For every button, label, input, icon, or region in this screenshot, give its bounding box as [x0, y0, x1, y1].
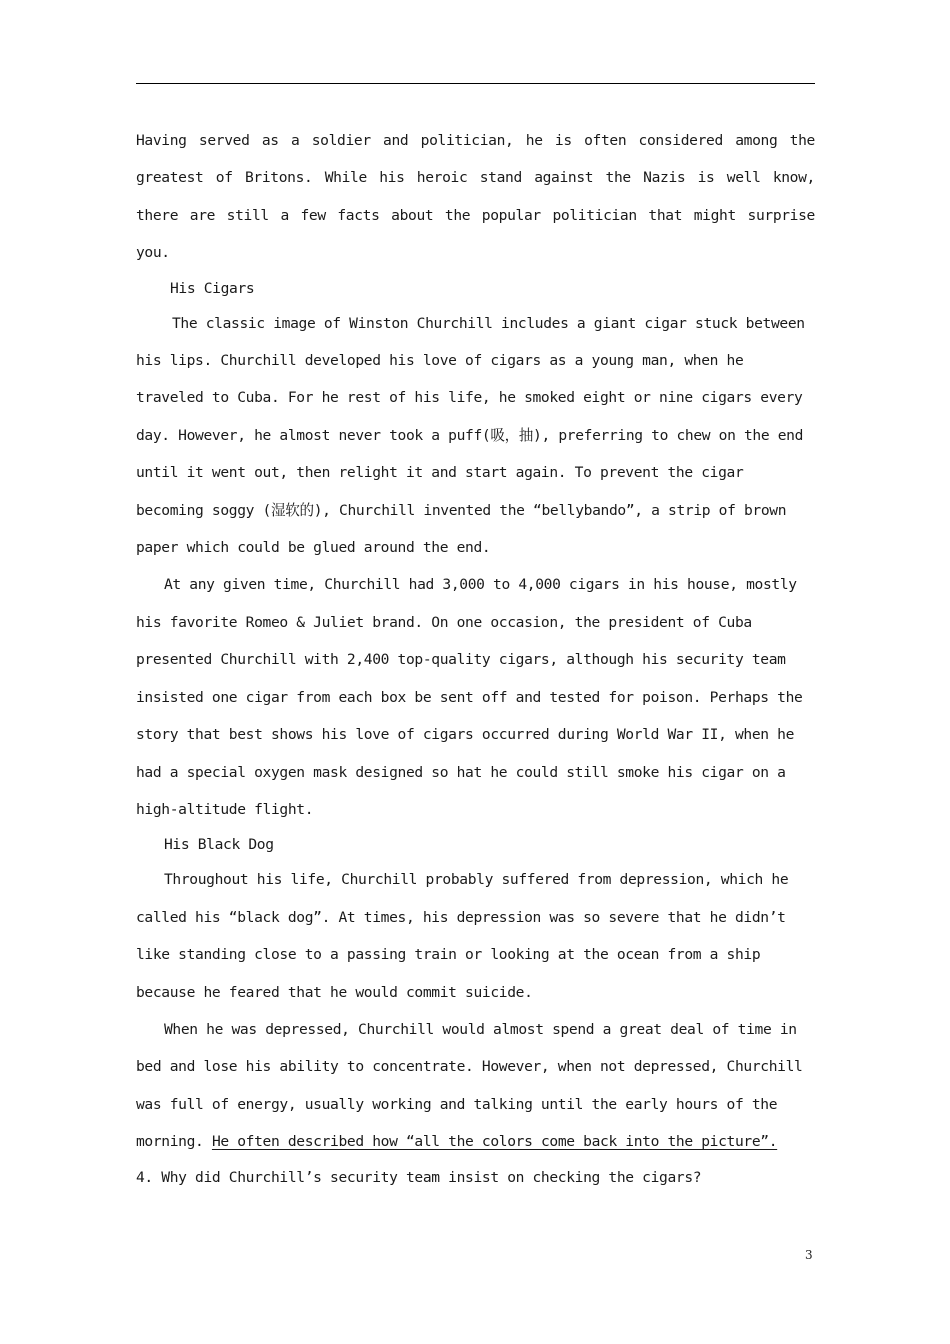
cigars-paragraph-2: At any given time, Churchill had 3,000 to 4,000 cigars in his house, mostly his favorite Romeo & Juliet brand. On one occasion, the president of Cuba presented Churchill with 2,400 top-quality cigars, although his security team insisted one cigar from each box be sent off and tested for poison. Perhaps the story that best shows his love of cigars occurred during World War II, when he had a special oxygen mask designed so hat he could still smoke his cigar on a high-altitude flight.: [136, 576, 803, 818]
question-4: 4. Why did Churchill’s security team insist on checking the cigars?: [136, 1168, 702, 1186]
page-number: 3: [805, 1248, 813, 1262]
black-dog-paragraph-2: [136, 1011, 815, 1161]
black-dog-paragraph-1: Throughout his life, Churchill probably suffered from depression, which he called his “black dog”. At times, his depression was so severe that he didn’t like standing close to a passing train or looking at the ocean from a ship because he feared that he would commit suicide.: [136, 871, 789, 1001]
section-heading-black-dog: His Black Dog: [164, 836, 274, 854]
underlined-sentence: He often described how “all the colors come back into the picture”.: [211, 1133, 778, 1151]
intro-paragraph: Having served as a soldier and politician, he is often considered among the greatest of Britons. While his heroic stand against the Nazis is well know, there are still a few facts about the popular politician that might surprise you.: [136, 132, 815, 262]
section-heading-cigars: His Cigars: [170, 279, 255, 297]
black-dog-paragraph-2-lead: When he was depressed, Churchill would almost spend a great deal of time in bed and lose his ability to concentrate. However, when not depressed, Churchill was full of energy, usually working and talking until the early hours of the morning.: [136, 1020, 803, 1151]
document-body: [136, 122, 815, 1194]
cigars-paragraph-1: The classic image of Winston Churchill includes a giant cigar stuck between his lips. Churchill developed his love of cigars as a young man, when he traveled to Cuba. For he rest of his life, he smoked eight or nine cigars every day. However, he almost never took a puff(吸，抽), preferring to chew on the end until it went out, then relight it and start again. To prevent the cigar becoming soggy (湿软的), Churchill invented the “bellybando”, a strip of brown paper which could be glued around the end.: [136, 314, 805, 557]
header-rule: [136, 83, 815, 84]
